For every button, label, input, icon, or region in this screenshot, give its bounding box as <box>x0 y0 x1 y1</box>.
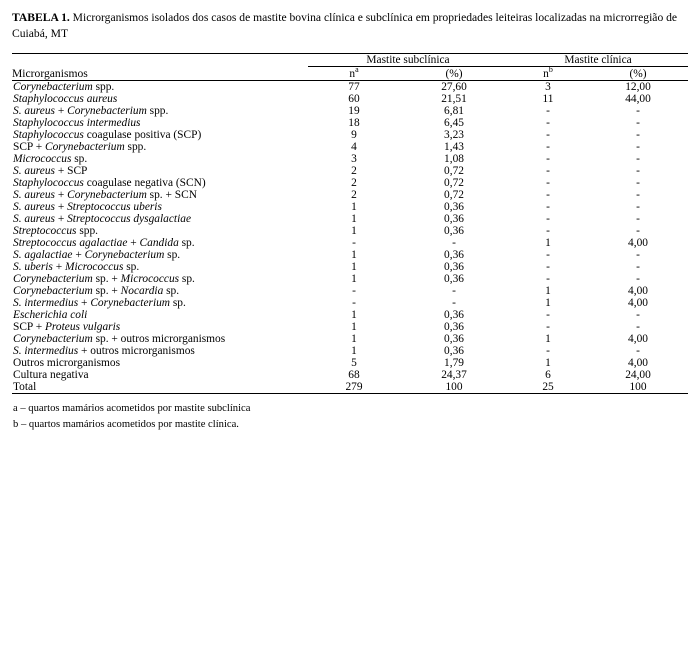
row-pct-clinica: - <box>636 248 640 261</box>
row-pct-subclinica: 24,37 <box>441 368 467 381</box>
table-row <box>12 333 688 345</box>
row-pct-clinica: - <box>636 104 640 117</box>
row-n-subclinica: 1 <box>351 308 357 321</box>
row-n-subclinica: 1 <box>351 212 357 225</box>
row-organism-name: Staphylococcus coagulase positiva (SCP) <box>13 128 202 141</box>
row-pct-clinica: - <box>636 272 640 285</box>
row-n-clinica: - <box>546 308 550 321</box>
row-pct-subclinica: 1,43 <box>444 140 464 153</box>
column-header-pct-clinica: (%) <box>588 67 688 81</box>
table-row <box>12 189 688 201</box>
row-pct-clinica: 4,00 <box>628 284 648 297</box>
footnote-b: b – quartos mamários acometidos por mastite clínica. <box>13 419 239 431</box>
row-pct-clinica: 100 <box>588 381 688 394</box>
microorganisms-table <box>12 53 688 394</box>
row-n-clinica: - <box>546 188 550 201</box>
row-pct-clinica: 4,00 <box>628 356 648 369</box>
row-pct-subclinica: 3,23 <box>444 128 464 141</box>
row-organism-name: Corynebacterium sp. + outros microrganismos <box>13 332 226 345</box>
table-row <box>12 309 688 321</box>
row-pct-clinica: 4,00 <box>628 296 648 309</box>
row-organism-name: SCP + Proteus vulgaris <box>13 320 121 333</box>
row-organism-name: S. aureus + Streptococcus uberis <box>13 200 162 213</box>
row-n-subclinica: 3 <box>351 152 357 165</box>
row-pct-subclinica: 6,45 <box>444 116 464 129</box>
caption-label: TABELA 1. <box>12 11 70 24</box>
row-pct-subclinica: - <box>452 236 456 249</box>
row-n-subclinica: - <box>352 236 356 249</box>
row-n-clinica: - <box>546 272 550 285</box>
row-organism-name: Staphylococcus intermedius <box>13 116 141 129</box>
row-n-clinica: - <box>546 140 550 153</box>
row-pct-clinica: - <box>636 212 640 225</box>
column-header-pct-subclinica: (%) <box>400 67 508 81</box>
row-organism-name: Staphylococcus aureus <box>13 92 118 105</box>
row-n-clinica: 1 <box>545 332 551 345</box>
table-row <box>12 237 688 249</box>
column-header-microorganisms <box>12 67 308 81</box>
table-caption <box>12 10 688 41</box>
row-n-subclinica: 1 <box>351 272 357 285</box>
row-n-subclinica: 1 <box>351 200 357 213</box>
row-n-clinica: 11 <box>542 92 554 105</box>
row-organism-name: S. aureus + Corynebacterium sp. + SCN <box>13 188 197 201</box>
row-pct-subclinica: 0,36 <box>444 272 464 285</box>
table-row <box>12 273 688 285</box>
row-organism-name: Outros microrganismos <box>13 356 121 369</box>
row-organism-name: S. aureus + Streptococcus dysgalactiae <box>13 212 191 225</box>
row-organism-name: S. aureus + SCP <box>13 164 88 177</box>
row-pct-subclinica: 1,79 <box>444 356 464 369</box>
row-pct-clinica: 12,00 <box>625 80 651 93</box>
table-row <box>12 129 688 141</box>
group-header-clinica: Mastite clínica <box>508 54 688 67</box>
row-n-clinica: 1 <box>545 284 551 297</box>
row-n-subclinica: 1 <box>351 320 357 333</box>
row-n-clinica: - <box>546 248 550 261</box>
table-row <box>12 285 688 297</box>
row-n-clinica: - <box>546 260 550 273</box>
table-row <box>12 261 688 273</box>
row-n-clinica: - <box>546 164 550 177</box>
row-n-clinica: - <box>546 104 550 117</box>
n-sub-text: n <box>349 67 356 80</box>
row-n-clinica: - <box>546 320 550 333</box>
table-row <box>12 345 688 357</box>
row-organism-name: Total <box>12 381 308 394</box>
row-n-subclinica: 1 <box>351 344 357 357</box>
row-pct-subclinica: 1,08 <box>444 152 464 165</box>
row-pct-clinica: - <box>636 140 640 153</box>
row-n-subclinica: 68 <box>348 368 360 381</box>
table-row <box>12 165 688 177</box>
table-row <box>12 201 688 213</box>
row-pct-clinica: - <box>636 308 640 321</box>
row-organism-name: S. intermedius + Corynebacterium sp. <box>13 296 186 309</box>
row-n-clinica: - <box>546 176 550 189</box>
row-pct-clinica: - <box>636 224 640 237</box>
row-pct-subclinica: 0,36 <box>444 248 464 261</box>
row-n-subclinica: 2 <box>351 164 357 177</box>
table-row <box>12 381 688 394</box>
row-pct-subclinica: 0,36 <box>444 200 464 213</box>
row-pct-clinica: - <box>636 164 640 177</box>
footnote-a: a – quartos mamários acometidos por mastite subclínica <box>13 402 251 414</box>
table-row <box>12 105 688 117</box>
table-column-header-row <box>12 67 688 81</box>
row-pct-clinica: - <box>636 152 640 165</box>
row-pct-subclinica: 0,36 <box>444 260 464 273</box>
n-cli-text: n <box>543 67 549 80</box>
row-n-clinica: - <box>546 344 550 357</box>
row-n-subclinica: 4 <box>351 140 357 153</box>
row-n-subclinica: 1 <box>351 248 357 261</box>
row-pct-clinica: - <box>636 116 640 129</box>
row-pct-clinica: - <box>636 320 640 333</box>
row-organism-name: Staphylococcus coagulase negativa (SCN) <box>13 176 206 189</box>
row-n-subclinica: 9 <box>351 128 357 141</box>
row-n-clinica: - <box>546 224 550 237</box>
row-n-subclinica: 1 <box>351 224 357 237</box>
row-pct-clinica: - <box>636 260 640 273</box>
table-row <box>12 249 688 261</box>
row-pct-subclinica: 21,51 <box>441 92 467 105</box>
row-pct-subclinica: - <box>452 296 456 309</box>
table-row <box>12 93 688 105</box>
table-row <box>12 297 688 309</box>
row-n-clinica: 25 <box>508 381 588 394</box>
column-header-microorganisms-label: Microrganismos <box>12 66 88 80</box>
table-row <box>12 153 688 165</box>
n-cli-note: b <box>548 64 553 74</box>
column-header-n-subclinica <box>308 64 400 81</box>
row-n-subclinica: 2 <box>351 188 357 201</box>
row-pct-subclinica: 0,72 <box>444 176 464 189</box>
row-organism-name: Escherichia coli <box>13 308 88 321</box>
row-n-clinica: - <box>546 116 550 129</box>
row-pct-subclinica: 0,36 <box>444 308 464 321</box>
row-n-clinica: 6 <box>545 368 551 381</box>
table-group-header-row <box>12 54 688 67</box>
row-n-subclinica: 18 <box>348 116 360 129</box>
table-row <box>12 225 688 237</box>
table-row <box>12 141 688 153</box>
row-organism-name: S. intermedius + outros microrganismos <box>13 344 195 357</box>
group-header-subclinica: Mastite subclínica <box>308 54 508 67</box>
row-n-subclinica: 1 <box>351 332 357 345</box>
row-pct-clinica: - <box>636 200 640 213</box>
row-n-clinica: - <box>546 152 550 165</box>
n-sub-note: a <box>355 64 359 74</box>
row-organism-name: Corynebacterium sp. + Nocardia sp. <box>13 284 180 297</box>
table-row <box>12 117 688 129</box>
row-organism-name: SCP + Corynebacterium spp. <box>13 140 147 153</box>
row-pct-clinica: 4,00 <box>628 332 648 345</box>
row-pct-subclinica: 0,36 <box>444 332 464 345</box>
row-n-subclinica: 2 <box>351 176 357 189</box>
row-n-clinica: - <box>546 200 550 213</box>
table-row <box>12 357 688 369</box>
row-n-clinica: - <box>546 212 550 225</box>
row-organism-name: S. agalactiae + Corynebacterium sp. <box>13 248 181 261</box>
row-organism-name: Streptococcus spp. <box>13 224 99 237</box>
table-row <box>12 80 688 93</box>
row-pct-clinica: - <box>636 128 640 141</box>
group-header-spacer <box>12 54 308 67</box>
row-pct-subclinica: 6,81 <box>444 104 464 117</box>
row-n-clinica: 3 <box>545 80 551 93</box>
row-pct-subclinica: 27,60 <box>441 80 467 93</box>
row-organism-name: Streptococcus agalactiae + Candida sp. <box>13 236 195 249</box>
row-n-subclinica: 279 <box>308 381 400 394</box>
row-pct-subclinica: - <box>452 284 456 297</box>
table-row <box>12 321 688 333</box>
caption-text: Microrganismos isolados dos casos de mastite bovina clínica e subclínica em propriedades leiteiras localizadas na microrregião de Cuiabá, MT <box>12 11 678 40</box>
row-n-clinica: - <box>546 128 550 141</box>
row-pct-subclinica: 0,36 <box>444 320 464 333</box>
row-n-subclinica: - <box>352 296 356 309</box>
row-pct-subclinica: 0,36 <box>444 344 464 357</box>
row-n-subclinica: 19 <box>348 104 360 117</box>
table-footnotes <box>12 401 688 434</box>
row-organism-name: Cultura negativa <box>13 368 89 381</box>
table-row <box>12 369 688 381</box>
row-pct-subclinica: 0,72 <box>444 164 464 177</box>
row-n-clinica: 1 <box>545 296 551 309</box>
row-n-clinica: 1 <box>545 356 551 369</box>
row-n-subclinica: 60 <box>348 92 360 105</box>
table-body <box>12 80 688 393</box>
row-n-clinica: 1 <box>545 236 551 249</box>
row-organism-name: Corynebacterium spp. <box>13 80 115 93</box>
row-pct-subclinica: 0,36 <box>444 212 464 225</box>
row-organism-name: Micrococcus sp. <box>13 152 88 165</box>
row-pct-clinica: - <box>636 344 640 357</box>
table-row <box>12 213 688 225</box>
row-pct-subclinica: 100 <box>400 381 508 394</box>
row-pct-clinica: - <box>636 188 640 201</box>
row-n-subclinica: - <box>352 284 356 297</box>
row-pct-clinica: - <box>636 176 640 189</box>
row-pct-clinica: 24,00 <box>625 368 651 381</box>
row-pct-subclinica: 0,36 <box>444 224 464 237</box>
table-row <box>12 177 688 189</box>
row-n-subclinica: 77 <box>348 80 360 93</box>
row-pct-clinica: 4,00 <box>628 236 648 249</box>
row-pct-subclinica: 0,72 <box>444 188 464 201</box>
row-n-subclinica: 1 <box>351 260 357 273</box>
row-n-subclinica: 5 <box>351 356 357 369</box>
row-organism-name: Corynebacterium sp. + Micrococcus sp. <box>13 272 195 285</box>
row-organism-name: S. uberis + Micrococcus sp. <box>13 260 140 273</box>
row-pct-clinica: 44,00 <box>625 92 651 105</box>
row-organism-name: S. aureus + Corynebacterium spp. <box>13 104 169 117</box>
column-header-n-clinica <box>508 64 588 81</box>
